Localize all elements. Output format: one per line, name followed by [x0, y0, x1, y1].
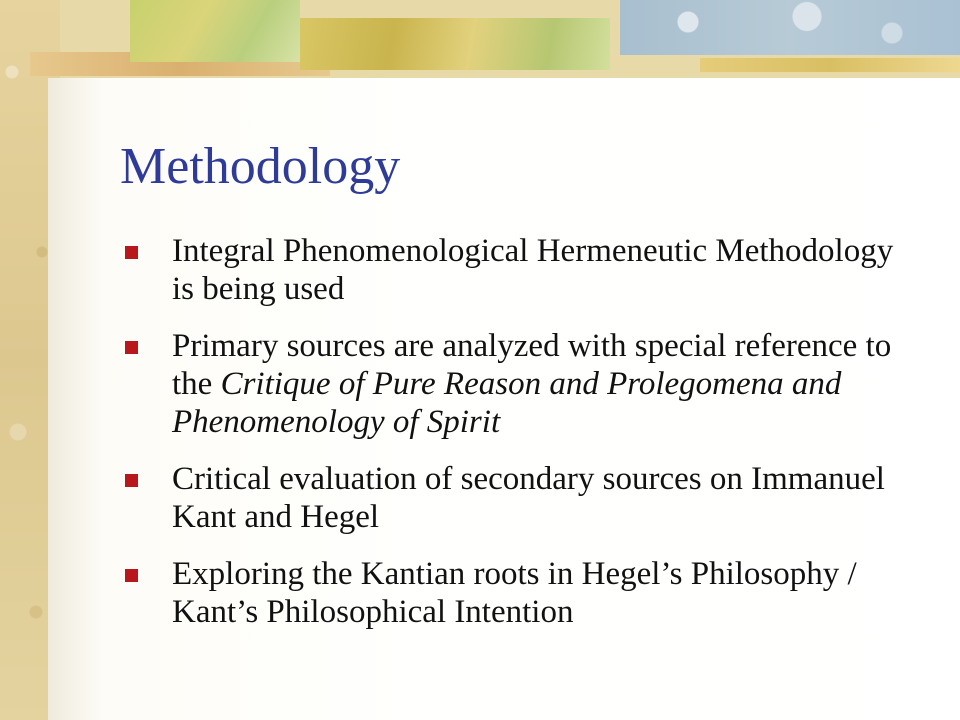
square-bullet-icon: [125, 341, 138, 354]
bullet-text: Critical evaluation of secondary sources on Immanuel Kant and Hegel: [172, 461, 885, 535]
bullet-text-italic: Critique of Pure Reason and Prolegomena and Phenomenology of Spirit: [172, 366, 842, 440]
bullet-text: Integral Phenomenological Hermeneutic Methodology is being used: [172, 233, 894, 307]
decorative-banner: [0, 0, 960, 80]
banner-sky-image: [620, 0, 960, 55]
square-bullet-icon: [125, 569, 138, 582]
bullet-item: [120, 555, 900, 631]
slide-title: Methodology: [120, 138, 401, 195]
square-bullet-icon: [125, 474, 138, 487]
square-bullet-icon: [125, 246, 138, 259]
bullet-list: [120, 232, 900, 650]
banner-accent-strip: [700, 58, 960, 72]
bullet-item: [120, 460, 900, 536]
banner-leaf-image: [130, 0, 300, 62]
banner-foliage-image: [300, 18, 610, 70]
bullet-item: [120, 232, 900, 308]
bullet-text: Exploring the Kantian roots in Hegel’s Philosophy / Kant’s Philosophical Intention: [172, 556, 857, 630]
bullet-item: [120, 327, 900, 441]
bullet-text: Primary sources are analyzed with special reference to the: [172, 328, 892, 402]
